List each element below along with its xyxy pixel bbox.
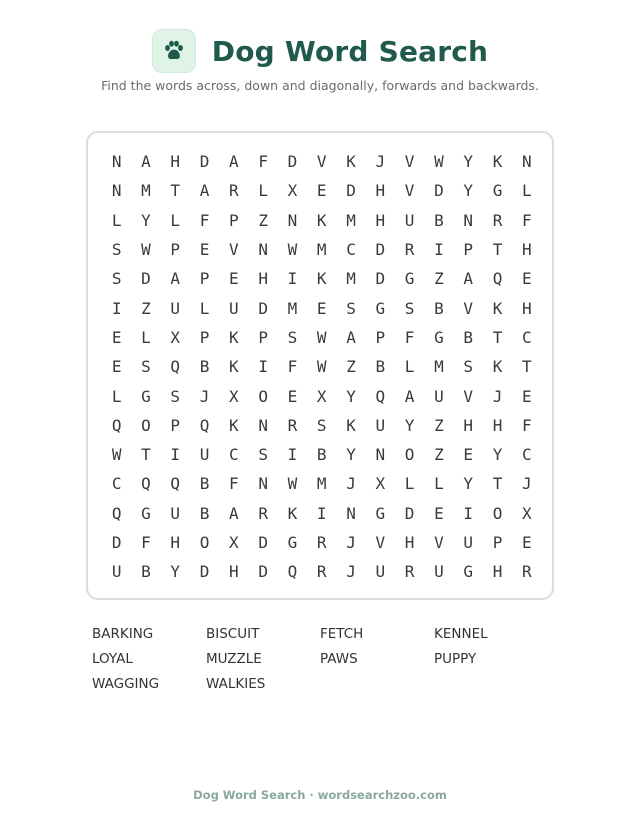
grid-cell[interactable]: Z [434, 269, 444, 289]
grid-cell[interactable]: M [287, 298, 298, 318]
grid-cell[interactable]: V [404, 152, 415, 172]
puzzle-grid-box [86, 131, 554, 600]
grid-cell[interactable]: S [287, 327, 298, 347]
grid-cell[interactable]: Y [141, 210, 151, 230]
grid-cell[interactable]: B [316, 445, 327, 465]
grid-cell[interactable]: I [111, 298, 122, 318]
grid-cell[interactable]: D [258, 298, 268, 318]
grid-cell[interactable]: E [111, 357, 122, 377]
grid-cell[interactable]: H [375, 181, 386, 201]
grid-cell[interactable]: A [404, 386, 415, 406]
grid-cell[interactable]: V [404, 181, 415, 201]
grid-cell[interactable]: S [404, 298, 415, 318]
grid-cell[interactable]: H [492, 562, 503, 582]
grid-cell[interactable]: G [141, 386, 151, 406]
grid-cell[interactable]: K [492, 298, 503, 318]
grid-cell[interactable]: X [287, 181, 298, 201]
grid-cell[interactable]: V [316, 152, 327, 172]
grid-cell[interactable]: E [287, 386, 298, 406]
grid-cell[interactable]: H [229, 562, 239, 582]
grid-cell[interactable]: H [258, 269, 268, 289]
grid-cell[interactable]: Q [492, 269, 503, 289]
grid-cell[interactable]: Q [111, 415, 122, 435]
grid-cell[interactable]: R [287, 415, 298, 435]
grid-cell[interactable]: B [141, 562, 151, 582]
word-list [92, 626, 548, 692]
grid-cell[interactable]: D [111, 533, 122, 552]
grid-cell[interactable]: K [229, 327, 239, 347]
grid-cell[interactable]: O [404, 445, 415, 465]
grid-cell[interactable]: P [229, 210, 239, 230]
grid-cell[interactable]: C [111, 474, 122, 494]
word-list-item: BARKING [92, 626, 154, 642]
grid-cell[interactable]: P [170, 240, 181, 260]
grid-cell[interactable]: E [521, 533, 532, 552]
grid-cell[interactable]: M [434, 357, 444, 377]
grid-cell[interactable]: B [375, 357, 386, 377]
grid-cell[interactable]: A [229, 152, 239, 172]
grid-cell[interactable]: K [316, 210, 327, 230]
grid-cell[interactable]: M [346, 210, 356, 230]
grid-cell[interactable]: Q [170, 357, 181, 377]
grid-cell[interactable]: U [199, 445, 210, 465]
grid-cell[interactable]: D [404, 503, 415, 523]
grid-cell[interactable]: N [346, 503, 356, 523]
grid-cell[interactable]: B [199, 357, 210, 377]
grid-cell[interactable]: D [287, 152, 298, 172]
grid-cell[interactable]: E [521, 386, 532, 406]
grid-cell[interactable]: E [434, 503, 444, 523]
grid-cell[interactable]: W [316, 327, 327, 347]
grid-cell[interactable]: C [521, 327, 532, 347]
grid-cell[interactable]: X [375, 474, 386, 494]
grid-cell[interactable]: G [463, 562, 474, 582]
word-list-item: LOYAL [92, 651, 133, 667]
grid-cell[interactable]: B [199, 503, 210, 523]
grid-cell[interactable]: I [434, 240, 444, 260]
grid-cell[interactable]: I [463, 503, 474, 523]
grid-cell[interactable]: G [434, 327, 444, 347]
grid-cell[interactable]: N [375, 445, 386, 465]
grid-cell[interactable]: T [141, 445, 151, 465]
word-list-item: WAGGING [92, 676, 160, 692]
grid-cell[interactable]: F [141, 533, 151, 552]
grid-cell[interactable]: W [141, 240, 151, 260]
grid-cell[interactable]: T [521, 357, 532, 377]
grid-cell[interactable]: C [521, 445, 532, 465]
grid-cell[interactable]: I [287, 445, 298, 465]
grid-cell[interactable]: C [229, 445, 239, 465]
grid-cell[interactable]: J [375, 152, 386, 172]
grid-cell[interactable]: S [258, 445, 268, 465]
grid-cell[interactable]: J [346, 533, 356, 552]
footer: Dog Word Search · wordsearchzoo.com [193, 788, 447, 802]
grid-cell[interactable]: Q [287, 562, 298, 582]
grid-cell[interactable]: Z [258, 210, 268, 230]
grid-cell[interactable]: N [258, 240, 268, 260]
grid-cell[interactable]: K [492, 357, 503, 377]
grid-cell[interactable]: R [404, 562, 415, 582]
word-list-item: PUPPY [434, 651, 477, 667]
grid-cell[interactable]: E [316, 298, 327, 318]
grid-cell[interactable]: L [434, 474, 444, 494]
instructions: Find the words across, down and diagonally, forwards and backwards. [101, 78, 539, 93]
grid-cell[interactable]: J [521, 474, 532, 494]
word-list-item: PAWS [320, 651, 358, 667]
grid-cell[interactable]: H [404, 533, 415, 552]
grid-cell[interactable]: R [404, 240, 415, 260]
grid-cell[interactable]: O [199, 533, 210, 552]
grid-cell[interactable]: W [287, 474, 298, 494]
grid-cell[interactable]: V [434, 533, 444, 552]
logo [152, 29, 196, 73]
grid-cell[interactable]: D [434, 181, 444, 201]
word-list-item: WALKIES [206, 676, 266, 692]
grid-cell[interactable]: R [492, 210, 503, 230]
grid-cell[interactable]: S [463, 357, 474, 377]
grid-cell[interactable]: M [346, 269, 356, 289]
grid-cell[interactable]: G [375, 503, 386, 523]
grid-cell[interactable]: L [521, 181, 532, 201]
grid-cell[interactable]: E [316, 181, 327, 201]
grid-cell[interactable]: M [141, 181, 151, 201]
grid-cell[interactable]: P [375, 327, 386, 347]
grid-cell[interactable]: G [492, 181, 503, 201]
grid-cell[interactable]: D [258, 562, 268, 582]
grid-cell[interactable]: D [141, 269, 151, 289]
grid-cell[interactable]: T [170, 181, 181, 201]
grid-cell[interactable]: J [492, 386, 503, 406]
grid-cell[interactable]: W [111, 445, 122, 465]
grid-cell[interactable]: B [434, 210, 444, 230]
grid-cell[interactable]: H [170, 533, 181, 552]
grid-cell[interactable]: R [316, 533, 327, 552]
grid-cell[interactable]: K [346, 415, 356, 435]
grid-cell[interactable]: Y [346, 386, 356, 406]
grid-cell[interactable]: L [258, 181, 268, 201]
grid-cell[interactable]: R [229, 181, 239, 201]
grid-cell[interactable]: F [199, 210, 210, 230]
grid-cell[interactable]: Q [141, 474, 151, 494]
grid-cell[interactable]: Y [404, 415, 415, 435]
grid-cell[interactable]: G [404, 269, 415, 289]
grid-cell[interactable]: D [199, 562, 210, 582]
grid-cell[interactable]: U [434, 386, 444, 406]
grid-cell[interactable]: B [434, 298, 444, 318]
grid-cell[interactable]: D [375, 269, 386, 289]
grid-cell[interactable]: A [346, 327, 356, 347]
word-list-item: FETCH [320, 626, 364, 642]
grid-cell[interactable]: F [258, 152, 268, 172]
grid-cell[interactable]: E [521, 269, 532, 289]
grid-cell[interactable]: N [111, 181, 122, 201]
grid-cell[interactable]: N [111, 152, 122, 172]
page-title: Dog Word Search [211, 34, 489, 68]
grid-cell[interactable]: V [463, 386, 474, 406]
letter-grid [102, 147, 541, 586]
grid-cell[interactable]: D [199, 152, 210, 172]
grid-cell[interactable]: P [258, 327, 268, 347]
grid-cell[interactable]: Z [141, 298, 151, 318]
grid-cell[interactable]: I [258, 357, 268, 377]
grid-cell[interactable]: U [170, 298, 181, 318]
header [0, 29, 640, 73]
grid-cell[interactable]: O [141, 415, 151, 435]
grid-cell[interactable]: D [375, 240, 386, 260]
grid-cell[interactable]: Y [170, 562, 181, 582]
grid-cell[interactable]: Z [346, 357, 356, 377]
grid-cell[interactable]: K [229, 415, 239, 435]
grid-cell[interactable]: E [463, 445, 474, 465]
grid-cell[interactable]: U [111, 562, 122, 582]
grid-cell[interactable]: I [316, 503, 327, 523]
grid-cell[interactable]: Y [492, 445, 503, 465]
grid-cell[interactable]: S [111, 240, 122, 260]
grid-cell[interactable]: A [199, 181, 210, 201]
grid-cell[interactable]: U [170, 503, 181, 523]
grid-cell[interactable]: Y [463, 152, 474, 172]
grid-cell[interactable]: M [316, 474, 327, 494]
grid-cell[interactable]: I [170, 445, 181, 465]
grid-cell[interactable]: F [521, 415, 532, 435]
grid-cell[interactable]: Y [346, 445, 356, 465]
grid-cell[interactable]: B [199, 474, 210, 494]
grid-cell[interactable]: Q [199, 415, 210, 435]
word-list-item: MUZZLE [206, 651, 262, 667]
grid-cell[interactable]: J [346, 562, 356, 582]
grid-cell[interactable]: K [346, 152, 356, 172]
grid-cell[interactable]: F [521, 210, 532, 230]
grid-cell[interactable]: N [521, 152, 532, 172]
grid-cell[interactable]: P [492, 533, 503, 552]
grid-cell[interactable]: R [316, 562, 327, 582]
grid-cell[interactable]: S [170, 386, 181, 406]
grid-cell[interactable]: M [316, 240, 327, 260]
grid-cell[interactable]: E [111, 327, 122, 347]
grid-cell[interactable]: Y [463, 474, 474, 494]
grid-cell[interactable]: N [287, 210, 298, 230]
grid-cell[interactable]: X [521, 503, 532, 523]
grid-cell[interactable]: S [141, 357, 151, 377]
grid-cell[interactable]: L [111, 210, 122, 230]
grid-cell[interactable]: E [229, 269, 239, 289]
grid-cell[interactable]: L [141, 327, 151, 347]
word-list-item: KENNEL [434, 626, 488, 642]
grid-cell[interactable]: J [346, 474, 356, 494]
grid-cell[interactable]: P [199, 269, 210, 289]
grid-cell[interactable]: K [229, 357, 239, 377]
grid-cell[interactable]: J [199, 386, 210, 406]
grid-cell[interactable]: K [316, 269, 327, 289]
grid-cell[interactable]: O [258, 386, 268, 406]
grid-cell[interactable]: Z [434, 415, 444, 435]
grid-cell[interactable]: N [258, 415, 268, 435]
grid-cell[interactable]: L [170, 210, 181, 230]
grid-cell[interactable]: U [375, 415, 386, 435]
grid-cell[interactable]: U [434, 562, 444, 582]
grid-cell[interactable]: X [229, 533, 239, 552]
grid-cell[interactable]: X [170, 327, 181, 347]
grid-cell[interactable]: A [229, 503, 239, 523]
grid-cell[interactable]: T [492, 327, 503, 347]
grid-cell[interactable]: P [463, 240, 474, 260]
grid-cell[interactable]: D [346, 181, 356, 201]
grid-cell[interactable]: Y [463, 181, 474, 201]
grid-cell[interactable]: A [170, 269, 181, 289]
grid-cell[interactable]: U [404, 210, 415, 230]
grid-cell[interactable]: L [404, 357, 415, 377]
grid-cell[interactable]: U [375, 562, 386, 582]
grid-cell[interactable]: A [141, 152, 151, 172]
grid-cell[interactable]: G [141, 503, 151, 523]
paw-icon [161, 38, 187, 64]
grid-cell[interactable]: H [170, 152, 181, 172]
grid-cell[interactable]: O [492, 503, 503, 523]
grid-cell[interactable]: S [316, 415, 327, 435]
grid-cell[interactable]: R [258, 503, 268, 523]
grid-cell[interactable]: C [346, 240, 356, 260]
grid-cell[interactable]: F [229, 474, 239, 494]
grid-cell[interactable]: V [375, 533, 386, 552]
grid-cell[interactable]: Q [111, 503, 122, 523]
grid-cell[interactable]: X [316, 386, 327, 406]
grid-cell[interactable]: F [287, 357, 298, 377]
grid-cell[interactable]: W [287, 240, 298, 260]
grid-cell[interactable]: Q [375, 386, 386, 406]
grid-cell[interactable]: H [492, 415, 503, 435]
grid-cell[interactable]: L [111, 386, 122, 406]
grid-cell[interactable]: D [258, 533, 268, 552]
grid-cell[interactable]: Z [434, 445, 444, 465]
grid-cell[interactable]: N [258, 474, 268, 494]
grid-cell[interactable]: S [346, 298, 356, 318]
grid-cell[interactable]: E [199, 240, 210, 260]
grid-cell[interactable]: L [199, 298, 210, 318]
grid-cell[interactable]: G [287, 533, 298, 552]
grid-cell[interactable]: S [111, 269, 122, 289]
grid-cell[interactable]: F [404, 327, 415, 347]
grid-cell[interactable]: N [463, 210, 474, 230]
grid-cell[interactable]: I [287, 269, 298, 289]
grid-cell[interactable]: T [492, 474, 503, 494]
word-list-item: BISCUIT [206, 626, 260, 642]
grid-cell[interactable]: H [375, 210, 386, 230]
grid-cell[interactable]: G [375, 298, 386, 318]
grid-cell[interactable]: H [521, 298, 532, 318]
grid-cell[interactable]: U [229, 298, 239, 318]
grid-cell[interactable]: L [404, 474, 415, 494]
grid-cell[interactable]: K [492, 152, 503, 172]
grid-cell[interactable]: W [434, 152, 444, 172]
grid-cell[interactable]: X [229, 386, 239, 406]
grid-cell[interactable]: V [463, 298, 474, 318]
grid-cell[interactable]: K [287, 503, 298, 523]
grid-cell[interactable]: U [463, 533, 474, 552]
grid-cell[interactable]: Q [170, 474, 181, 494]
grid-cell[interactable]: B [463, 327, 474, 347]
grid-cell[interactable]: A [463, 269, 474, 289]
grid-cell[interactable]: H [521, 240, 532, 260]
grid-cell[interactable]: W [316, 357, 327, 377]
grid-cell[interactable]: H [463, 415, 474, 435]
grid-cell[interactable]: P [199, 327, 210, 347]
grid-cell[interactable]: P [170, 415, 181, 435]
grid-cell[interactable]: V [229, 240, 239, 260]
grid-cell[interactable]: T [492, 240, 503, 260]
grid-cell[interactable]: R [521, 562, 532, 582]
